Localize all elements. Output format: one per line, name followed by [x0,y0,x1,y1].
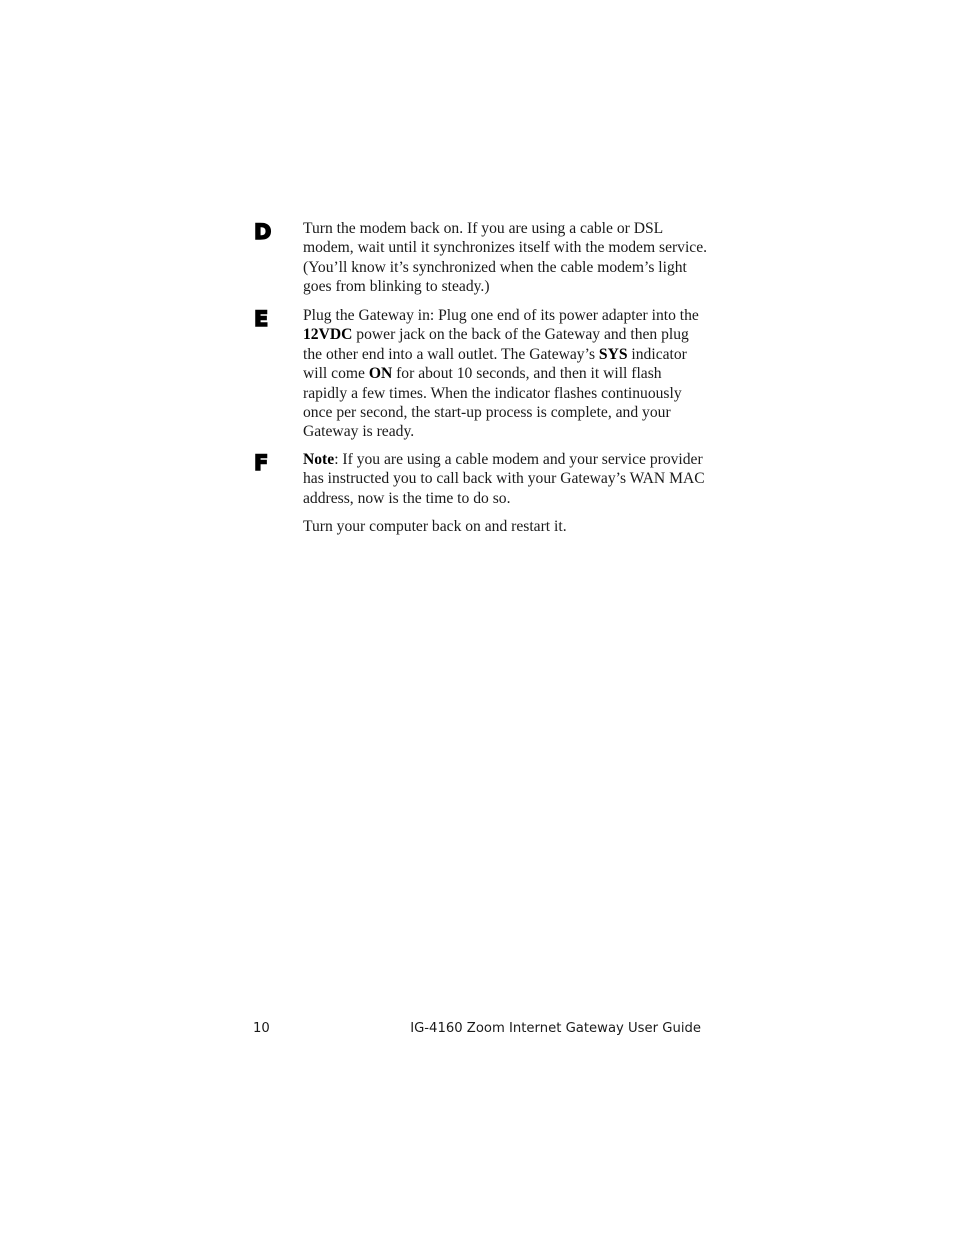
step-marker-e: E [254,307,269,331]
sys-indicator-label: SYS [598,345,628,363]
step-marker-d: D [254,220,272,244]
note-paragraph [303,450,708,508]
document-title: IG-4160 Zoom Internet Gateway User Guide [410,1021,701,1036]
note-label: Note [303,451,335,468]
step-e-text-part: power jack on the back of the Gateway and then plug the other end into a wall outlet. The Gateway’s [303,326,689,363]
step-e-text-part: indicator will come [303,345,687,383]
step-e-text [303,306,708,442]
page-number: 10 [253,1021,270,1036]
note-text: : If you are using a cable modem and your service provider has instructed you to call back with your Gateway’s WAN MAC address, now is the time to do so. [303,451,705,507]
step-e-text-part: Plug the Gateway in: Plug one end of its power adapter into the [303,307,699,324]
step-d-text: Turn the modem back on. If you are using a cable or DSL modem, wait until it synchronizes itself with the modem service. (You’ll know it’s synchronized when the cable modem’s light goes from blinking to steady.) [303,220,708,296]
step-marker-f: F [254,451,269,475]
step-f-text: Turn your computer back on and restart it. [303,518,567,535]
step-e-text-part: for about 10 seconds, and then it will flash rapidly a few times. When the indicator flashes continuously once per second, the start-up process is complete, and your Gateway is ready. [303,365,682,441]
on-state-label: ON [368,365,393,383]
power-jack-label: 12VDC [303,326,353,344]
